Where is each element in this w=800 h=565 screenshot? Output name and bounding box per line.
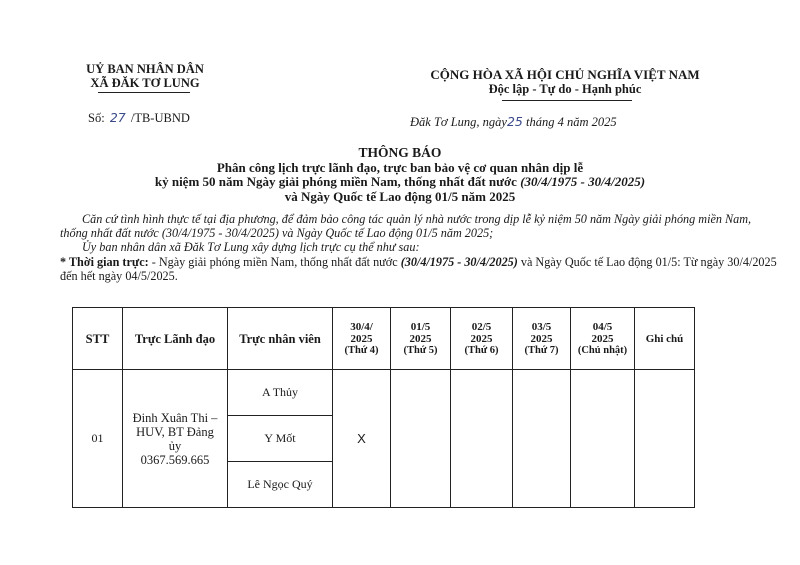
subtitle-line2-dates: (30/4/1975 - 30/4/2025) bbox=[520, 174, 646, 189]
body-paragraph-3 bbox=[60, 255, 780, 283]
duty-time-dates: (30/4/1975 - 30/4/2025) bbox=[400, 254, 518, 269]
date-prefix: Đăk Tơ Lung, ngày bbox=[410, 115, 507, 129]
duty-time-text-c: và Ngày Quốc tế Lao động 01/5: Từ ngày 30/4/2025 đến hết ngày 04/5/2025. bbox=[60, 254, 777, 283]
date-month: tháng 4 bbox=[525, 115, 564, 129]
notice-subtitle-line1: Phân công lịch trực lãnh đạo, trực ban bảo vệ cơ quan nhân dịp lễ bbox=[216, 159, 584, 175]
duty-time-label: * Thời gian trực: bbox=[60, 254, 149, 269]
issuer-block bbox=[60, 62, 230, 90]
duty-time-text-a: - Ngày giải phóng miền Nam, thống nhất đất nước bbox=[148, 254, 401, 269]
row-day-1-mark: X bbox=[333, 370, 391, 508]
issuer-underline bbox=[98, 92, 190, 93]
notice-title-block bbox=[140, 146, 660, 204]
date-day: 25 bbox=[506, 114, 523, 129]
header-stt: STT bbox=[73, 308, 123, 370]
row-staff-1: A Thủy bbox=[228, 370, 333, 416]
row-day-3-mark bbox=[451, 370, 513, 508]
row-day-2-mark bbox=[391, 370, 451, 508]
motto: Độc lập - Tự do - Hạnh phúc bbox=[488, 82, 642, 96]
header-day-3: 02/5 2025 (Thứ 6) bbox=[451, 308, 513, 370]
number-handwritten: 27 bbox=[109, 110, 126, 125]
motto-underline bbox=[502, 100, 632, 101]
header-day-4: 03/5 2025 (Thứ 7) bbox=[513, 308, 571, 370]
number-suffix: /TB-UBND bbox=[130, 111, 190, 125]
issuer-line1: UỶ BAN NHÂN DÂN bbox=[86, 62, 204, 76]
issue-date bbox=[410, 114, 617, 130]
body-paragraph-1: Căn cứ tình hình thực tế tại địa phương, để đảm bảo công tác quản lý nhà nước trong dịp lễ kỷ niệm 50 năm Ngày giải phóng miền Nam, thống nhất đất nước (30/4/1975 - 30/4/2025) và Ngày Quốc tế Lao động 01/5 năm 2025; bbox=[60, 212, 752, 241]
header-note: Ghi chú bbox=[635, 308, 695, 370]
notice-body bbox=[60, 212, 780, 283]
table-header-row bbox=[73, 308, 695, 370]
header-day-1: 30/4/ 2025 (Thứ 4) bbox=[333, 308, 391, 370]
duty-roster-table bbox=[72, 307, 695, 508]
header-day-5: 04/5 2025 (Chủ nhật) bbox=[571, 308, 635, 370]
document-number bbox=[88, 110, 190, 126]
header-day-2: 01/5 2025 (Thứ 5) bbox=[391, 308, 451, 370]
row-staff-3: Lê Ngọc Quý bbox=[228, 462, 333, 508]
row-staff-2: Y Mốt bbox=[228, 416, 333, 462]
body-paragraph-2: Ủy ban nhân dân xã Đăk Tơ Lung xây dựng lịch trực cụ thể như sau: bbox=[82, 240, 420, 255]
row-day-4-mark bbox=[513, 370, 571, 508]
header-staff: Trực nhân viên bbox=[228, 308, 333, 370]
notice-subtitle-line2 bbox=[140, 175, 660, 190]
row-stt: 01 bbox=[73, 370, 123, 508]
row-day-5-mark bbox=[571, 370, 635, 508]
national-motto-block bbox=[420, 67, 710, 97]
issuer-line2: XÃ ĐĂK TƠ LUNG bbox=[90, 76, 200, 90]
date-year: năm 2025 bbox=[566, 115, 617, 129]
row-leader: Đinh Xuân Thi – HUV, BT Đảng ủy 0367.569.665 bbox=[123, 370, 228, 508]
subtitle-line2-text: kỷ niệm 50 năm Ngày giải phóng miền Nam, thống nhất đất nước bbox=[154, 174, 521, 189]
country-name: CỘNG HÒA XÃ HỘI CHỦ NGHĨA VIỆT NAM bbox=[430, 67, 700, 82]
row-note bbox=[635, 370, 695, 508]
header-leader: Trực Lãnh đạo bbox=[123, 308, 228, 370]
table-row bbox=[73, 370, 695, 416]
number-prefix: Số: bbox=[88, 111, 105, 125]
notice-subtitle-line3: và Ngày Quốc tế Lao động 01/5 năm 2025 bbox=[284, 188, 516, 204]
notice-heading: THÔNG BÁO bbox=[358, 145, 442, 160]
